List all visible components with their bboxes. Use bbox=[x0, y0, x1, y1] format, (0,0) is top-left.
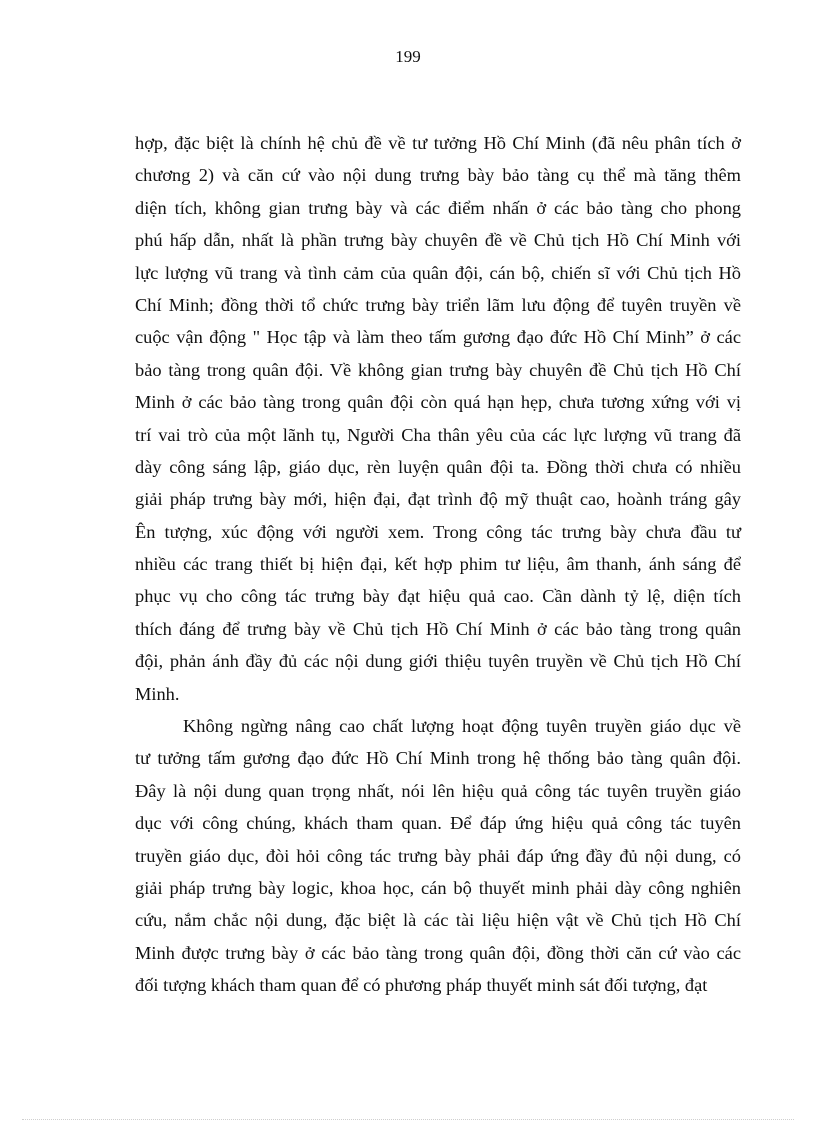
text-line: phục vụ cho công tác trưng bày đạt hiệu quả cao. Cần dành tỷ lệ, diện tích bbox=[135, 586, 741, 607]
text-line: phú hấp dẫn, nhất là phần trưng bày chuyên đề về Chủ tịch Hồ Chí Minh với bbox=[135, 230, 741, 251]
text-line: cuộc vận động " Học tập và làm theo tấm gương đạo đức Hồ Chí Minh” ở các bbox=[135, 327, 741, 348]
text-line: Không ngừng nâng cao chất lượng hoạt động tuyên truyền giáo dục về bbox=[183, 716, 741, 737]
text-line: Đây là nội dung quan trọng nhất, nói lên hiệu quả công tác tuyên truyền giáo bbox=[135, 780, 741, 801]
text-line: Chí Minh; đồng thời tổ chức trưng bày triển lãm lưu động để tuyên truyền về bbox=[135, 294, 741, 315]
text-line: trí vai trò của một lãnh tụ, Người Cha thân yêu của các lực lượng vũ trang đã bbox=[135, 424, 741, 445]
text-line: dày công sáng lập, giáo dục, rèn luyện quân đội ta. Đồng thời chưa có nhiều bbox=[135, 456, 741, 477]
text-line: đối tượng khách tham quan để có phương pháp thuyết minh sát đối tượng, đạt bbox=[135, 975, 708, 996]
text-line: tư tưởng tấm gương đạo đức Hồ Chí Minh trong hệ thống bảo tàng quân đội. bbox=[135, 748, 741, 769]
page-bottom-rule bbox=[22, 1119, 794, 1120]
text-line: hợp, đặc biệt là chính hệ chủ đề về tư tưởng Hồ Chí Minh (đã nêu phân tích ở bbox=[135, 133, 741, 153]
text-line: dục với công chúng, khách tham quan. Để đáp ứng hiệu quả công tác tuyên bbox=[135, 813, 741, 834]
text-line: chương 2) và căn cứ vào nội dung trưng bày bảo tàng cụ thể mà tăng thêm bbox=[135, 165, 741, 186]
text-line: diện tích, không gian trưng bày và các điểm nhấn ở các bảo tàng cho phong bbox=[135, 197, 741, 218]
text-line: đội, phản ánh đầy đủ các nội dung giới thiệu tuyên truyền về Chủ tịch Hồ Chí bbox=[135, 651, 741, 672]
text-line: bảo tàng trong quân đội. Về không gian trưng bày chuyên đề Chủ tịch Hồ Chí bbox=[135, 359, 741, 380]
text-line: cứu, nắm chắc nội dung, đặc biệt là các tài liệu hiện vật về Chủ tịch Hồ Chí bbox=[135, 910, 741, 931]
text-line: lực lượng vũ trang và tình cảm của quân đội, cán bộ, chiến sĩ với Chủ tịch Hồ bbox=[135, 262, 741, 283]
text-line: thích đáng để trưng bày về Chủ tịch Hồ Chí Minh ở các bảo tàng trong quân bbox=[135, 618, 741, 639]
text-line: Minh ở các bảo tàng trong quân đội còn quá hạn hẹp, chưa tương xứng với vị bbox=[135, 392, 741, 413]
text-line: truyền giáo dục, đòi hỏi công tác trưng bày phải đáp ứng đầy đủ nội dung, có bbox=[135, 845, 741, 866]
body-text bbox=[135, 127, 741, 1002]
text-line: giải pháp trưng bày mới, hiện đại, đạt trình độ mỹ thuật cao, hoành tráng gây bbox=[135, 489, 741, 510]
text-line: nhiều các trang thiết bị hiện đại, kết hợp phim tư liệu, âm thanh, ánh sáng để bbox=[135, 554, 741, 575]
page-number: 199 bbox=[395, 47, 421, 66]
text-line: Ên tượng, xúc động với người xem. Trong công tác trưng bày chưa đầu tư bbox=[135, 521, 741, 542]
text-line: Minh. bbox=[135, 683, 180, 704]
paragraph bbox=[135, 127, 741, 710]
paragraph bbox=[135, 710, 741, 1002]
text-line: giải pháp trưng bày logic, khoa học, cán bộ thuyết minh phải dày công nghiên bbox=[135, 877, 741, 898]
text-line: Minh được trưng bày ở các bảo tàng trong quân đội, đồng thời căn cứ vào các bbox=[135, 942, 741, 963]
